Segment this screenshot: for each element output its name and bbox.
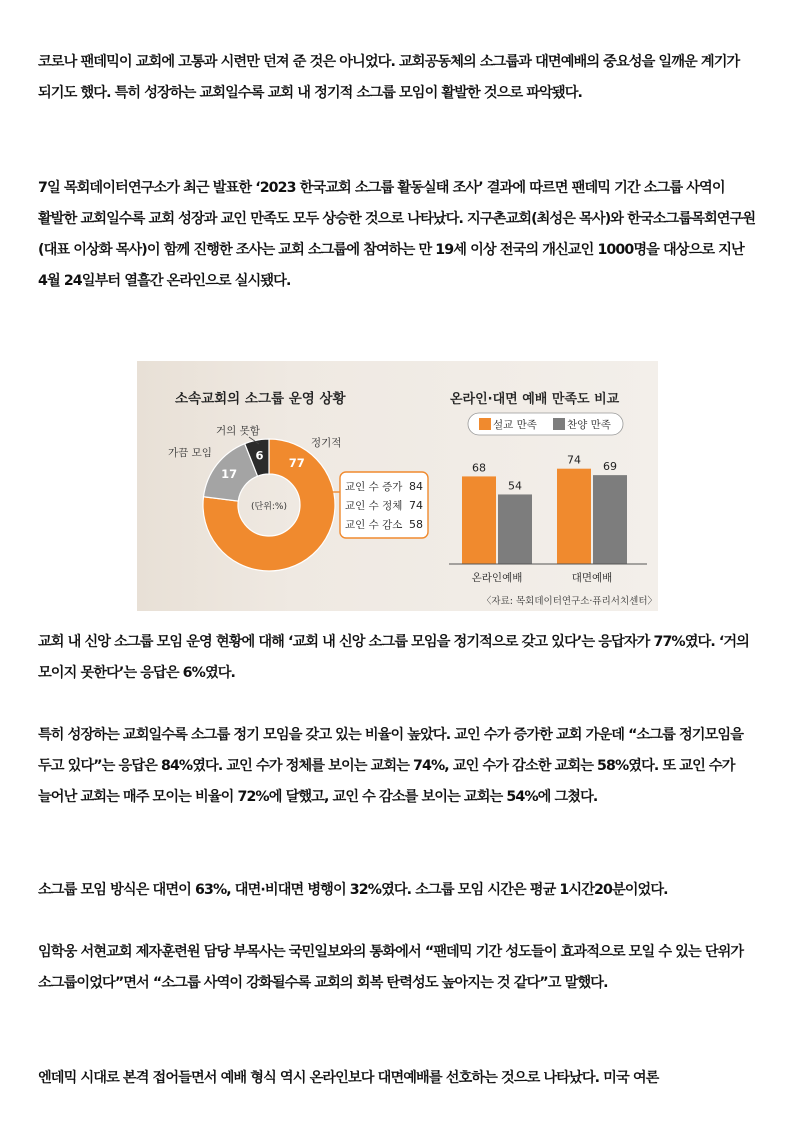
- legend-swatch: [553, 418, 565, 430]
- callout-value: 84: [409, 480, 423, 493]
- infographic: [137, 361, 658, 611]
- paragraph-6: 임학웅 서현교회 제자훈련원 담당 부목사는 국민일보와의 통화에서 “팬데믹 기간 성도들이 효과적으로 모일 수 있는 단위가 소그룹이었다”면서 “소그룹 사역이 강화될수록 교회의 회복 탄력성도 높아지는 것 같다”고 말했다.: [38, 944, 744, 991]
- callout-label: 교인 수 증가: [345, 481, 403, 493]
- pie-callout: [331, 472, 428, 538]
- pie-title: 소속교회의 소그룹 운영 상황: [175, 391, 346, 407]
- paragraph-4: 특히 성장하는 교회일수록 소그룹 정기 모임을 갖고 있는 비율이 높았다. 교인 수가 증가한 교회 가운데 “소그룹 정기모임을 두고 있다”는 응답은 84%였다. 교인 수가 정체를 보이는 교회는 74%, 교인 수가 감소한 교회는 58%였다. 또 교인 수가 늘어난 교회는 매주 모이는 비율이 72%에 달했고, 교인 수 감소를 보이는 교회는 54%에 그쳤다.: [38, 727, 743, 805]
- chart-source: 〈자료: 목회데이터연구소·퓨리서치센터〉: [481, 596, 657, 607]
- pie-value-label: 77: [288, 455, 305, 470]
- bar-title: 온라인·대면 예배 만족도 비교: [450, 392, 620, 407]
- paragraph-2: 7일 목회데이터연구소가 최근 발표한 ‘2023 한국교회 소그룹 활동실태 조사’ 결과에 따르면 팬데믹 기간 소그룹 사역이 활발한 교회일수록 교회 성장과 교인 만족도 모두 상승한 것으로 나타났다. 지구촌교회(최성은 목사)와 한국소그룹목회연구원(대표 이상화 목사)이 함께 진행한 조사는 교회 소그룹에 참여하는 만 19세 이상 전국의 개신교인 1000명을 대상으로 지난 4월 24일부터 열흘간 온라인으로 실시됐다.: [38, 180, 756, 289]
- paragraph-1: 코로나 팬데믹이 교회에 고통과 시련만 던져 준 것은 아니었다. 교회공동체의 소그룹과 대면예배의 중요성을 일깨운 계기가 되기도 했다. 특히 성장하는 교회일수록 교회 내 정기적 소그룹 모임이 활발한 것으로 파악됐다.: [38, 54, 740, 101]
- infographic-svg: [137, 361, 658, 611]
- legend-swatch: [479, 418, 491, 430]
- bar: [557, 469, 591, 564]
- pie-category-label: 가끔 모임: [168, 447, 212, 459]
- x-tick-label: 대면예배: [571, 572, 613, 584]
- bar-value-label: 54: [508, 479, 522, 493]
- bar: [498, 494, 532, 564]
- callout-label: 교인 수 감소: [345, 519, 403, 531]
- bar-value-label: 69: [603, 460, 617, 474]
- pie-category-label: 정기적: [311, 437, 342, 449]
- x-tick-label: 온라인예배: [471, 572, 523, 584]
- pie-category-label: 거의 못함: [216, 425, 260, 437]
- bar-chart: [449, 413, 647, 584]
- pie-chart: [168, 424, 341, 571]
- paragraph-5: 소그룹 모임 방식은 대면이 63%, 대면·비대면 병행이 32%였다. 소그룹 모임 시간은 평균 1시간20분이었다.: [38, 882, 668, 898]
- pie-value-label: 17: [221, 467, 238, 482]
- legend-label: 설교 만족: [493, 419, 537, 431]
- paragraph-3: 교회 내 신앙 소그룹 모임 운영 현황에 대해 ‘교회 내 신앙 소그룹 모임을 정기적으로 갖고 있다’는 응답자가 77%였다. ‘거의 모이지 못한다’는 응답은 6%였다.: [38, 634, 749, 681]
- paragraph-7: 엔데믹 시대로 본격 접어들면서 예배 형식 역시 온라인보다 대면예배를 선호하는 것으로 나타났다. 미국 여론: [38, 1070, 659, 1086]
- bar-value-label: 68: [472, 461, 486, 475]
- callout-value: 74: [409, 499, 423, 512]
- pie-center-label: (단위:%): [251, 502, 287, 512]
- pie-value-label: 6: [255, 448, 264, 463]
- bar: [462, 476, 496, 564]
- bar: [593, 475, 627, 564]
- legend-label: 찬양 만족: [567, 419, 611, 431]
- callout-label: 교인 수 정체: [345, 500, 403, 512]
- bar-value-label: 74: [567, 453, 581, 467]
- callout-value: 58: [409, 518, 423, 531]
